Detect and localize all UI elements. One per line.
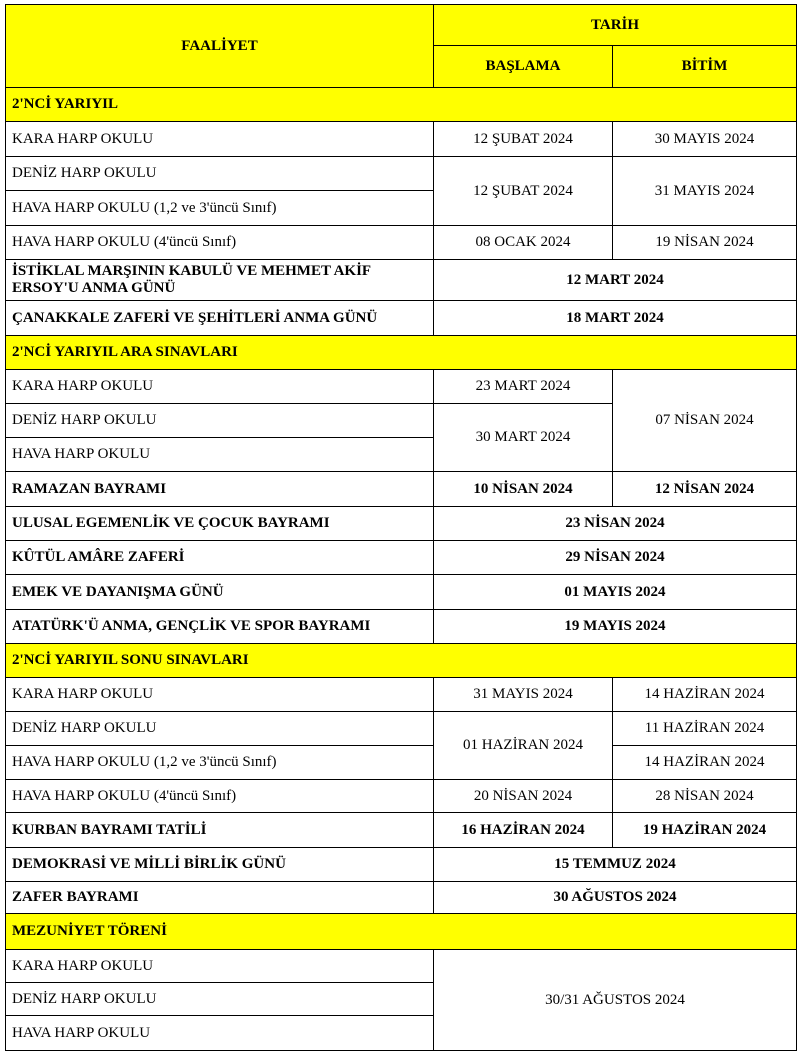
baslama-header: BAŞLAMA <box>434 46 613 88</box>
activity-label: DENİZ HARP OKULU <box>6 983 434 1016</box>
activity-label: KARA HARP OKULU <box>6 122 434 157</box>
activity-label: DENİZ HARP OKULU <box>6 404 434 438</box>
activity-label: HAVA HARP OKULU <box>6 1016 434 1051</box>
section-title: MEZUNİYET TÖRENİ <box>6 914 797 950</box>
faaliyet-header: FAALİYET <box>6 5 434 88</box>
activity-label: DENİZ HARP OKULU <box>6 157 434 191</box>
activity-label: ZAFER BAYRAMI <box>6 882 434 914</box>
activity-label: RAMAZAN BAYRAMI <box>6 472 434 507</box>
end-date: 28 NİSAN 2024 <box>613 780 797 813</box>
event-date: 12 MART 2024 <box>434 260 797 301</box>
activity-label: HAVA HARP OKULU (1,2 ve 3'üncü Sınıf) <box>6 191 434 226</box>
event-date: 01 MAYIS 2024 <box>434 575 797 610</box>
end-date: 11 HAZİRAN 2024 <box>613 712 797 746</box>
academic-calendar-table <box>5 4 797 1051</box>
start-date: 16 HAZİRAN 2024 <box>434 813 613 848</box>
event-date: 23 NİSAN 2024 <box>434 507 797 541</box>
activity-label: KARA HARP OKULU <box>6 950 434 983</box>
event-date: 18 MART 2024 <box>434 301 797 336</box>
event-date: 19 MAYIS 2024 <box>434 610 797 644</box>
section-title: 2'NCİ YARIYIL <box>6 88 797 122</box>
end-date: 14 HAZİRAN 2024 <box>613 746 797 780</box>
section-title: 2'NCİ YARIYIL SONU SINAVLARI <box>6 644 797 678</box>
end-date: 19 HAZİRAN 2024 <box>613 813 797 848</box>
start-date: 30 MART 2024 <box>434 404 613 472</box>
start-date: 23 MART 2024 <box>434 370 613 404</box>
activity-label: KARA HARP OKULU <box>6 678 434 712</box>
start-date: 20 NİSAN 2024 <box>434 780 613 813</box>
start-date: 12 ŞUBAT 2024 <box>434 157 613 226</box>
end-date: 31 MAYIS 2024 <box>613 157 797 226</box>
activity-label: HAVA HARP OKULU (4'üncü Sınıf) <box>6 226 434 260</box>
end-date: 14 HAZİRAN 2024 <box>613 678 797 712</box>
activity-label: ULUSAL EGEMENLİK VE ÇOCUK BAYRAMI <box>6 507 434 541</box>
tarih-header: TARİH <box>434 5 797 46</box>
section-title: 2'NCİ YARIYIL ARA SINAVLARI <box>6 336 797 370</box>
start-date: 31 MAYIS 2024 <box>434 678 613 712</box>
event-date: 29 NİSAN 2024 <box>434 541 797 575</box>
activity-label: KURBAN BAYRAMI TATİLİ <box>6 813 434 848</box>
activity-label: KARA HARP OKULU <box>6 370 434 404</box>
activity-label: KÛTÜL AMÂRE ZAFERİ <box>6 541 434 575</box>
end-date: 07 NİSAN 2024 <box>613 370 797 472</box>
activity-label: HAVA HARP OKULU (1,2 ve 3'üncü Sınıf) <box>6 746 434 780</box>
end-date: 30 MAYIS 2024 <box>613 122 797 157</box>
activity-label: HAVA HARP OKULU (4'üncü Sınıf) <box>6 780 434 813</box>
activity-label: HAVA HARP OKULU <box>6 438 434 472</box>
start-date: 08 OCAK 2024 <box>434 226 613 260</box>
activity-label: DENİZ HARP OKULU <box>6 712 434 746</box>
event-date: 15 TEMMUZ 2024 <box>434 848 797 882</box>
start-date: 12 ŞUBAT 2024 <box>434 122 613 157</box>
start-date: 01 HAZİRAN 2024 <box>434 712 613 780</box>
bitim-header: BİTİM <box>613 46 797 88</box>
activity-label: ÇANAKKALE ZAFERİ VE ŞEHİTLERİ ANMA GÜNÜ <box>6 301 434 336</box>
event-date: 30 AĞUSTOS 2024 <box>434 882 797 914</box>
activity-label: İSTİKLAL MARŞININ KABULÜ VE MEHMET AKİF ERSOY'U ANMA GÜNÜ <box>6 260 434 301</box>
ceremony-date: 30/31 AĞUSTOS 2024 <box>434 950 797 1051</box>
activity-label: DEMOKRASİ VE MİLLİ BİRLİK GÜNÜ <box>6 848 434 882</box>
end-date: 12 NİSAN 2024 <box>613 472 797 507</box>
start-date: 10 NİSAN 2024 <box>434 472 613 507</box>
end-date: 19 NİSAN 2024 <box>613 226 797 260</box>
activity-label: ATATÜRK'Ü ANMA, GENÇLİK VE SPOR BAYRAMI <box>6 610 434 644</box>
activity-label: EMEK VE DAYANIŞMA GÜNÜ <box>6 575 434 610</box>
